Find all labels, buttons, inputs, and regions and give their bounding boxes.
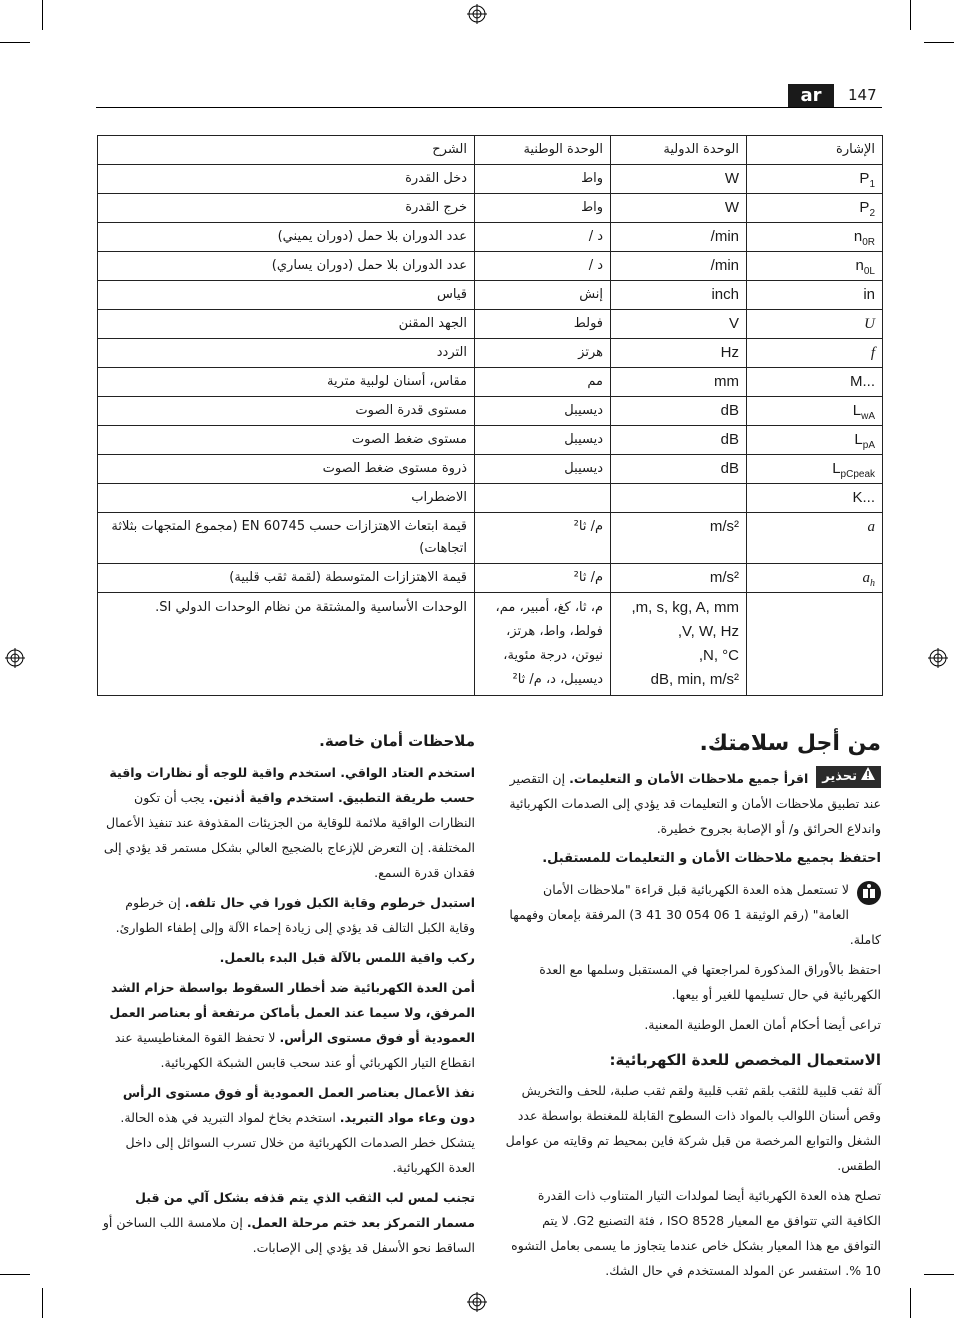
symbol-cell: [747, 513, 883, 564]
international-unit-cell: V: [611, 310, 747, 339]
symbol-cell: [747, 339, 883, 368]
symbol-subscript: h: [870, 578, 875, 589]
symbol-cell: [747, 426, 883, 455]
symbol-subscript: 2: [869, 208, 875, 219]
international-unit-cell: [611, 593, 747, 696]
symbol-subscript: pA: [862, 440, 875, 451]
safety-lead: استخدم العتاد الواقي. استخدم واقية للوجه أو نظارات واقية حسب طريقة التطبيق. استخدم واقية أذنين.: [109, 765, 475, 805]
description-cell: ذروة مستوى ضغط الصوت: [98, 455, 475, 484]
symbol-cell: [747, 564, 883, 593]
description-cell: عدد الدوران بلا حمل (دوران يميني): [98, 223, 475, 252]
symbol-subscript: 0R: [862, 237, 875, 248]
description-cell: قيمة ابتعاث الاهتزازات حسب EN 60745 (مجموع المتجهات بثلاثة اتجاهات): [98, 513, 475, 564]
symbol-text: L: [852, 402, 862, 419]
table-header-cell: الوحدة الوطنية: [475, 136, 611, 165]
table-row: [98, 165, 883, 194]
safety-text: يجب أن تكون النظارات الواقية ملائمة للوقاية من الجزيئات المقذوفة عند تنفيذ الأعمال المختلفة. إن التعرض للإزعاج بالضجيج العالي بشكل مستمر قد يؤدي إلى فقدان قدرة السمع.: [103, 790, 475, 880]
table-row: [98, 223, 883, 252]
table-row: [98, 455, 883, 484]
national-unit-cell: إنش: [475, 281, 611, 310]
international-unit-cell: m/s²: [611, 513, 747, 564]
symbol-text: M...: [850, 373, 875, 390]
crop-mark: [910, 0, 911, 30]
international-unit-cell: W: [611, 194, 747, 223]
crop-mark: [910, 1288, 911, 1318]
section-title: من أجل سلامتك.: [699, 731, 881, 756]
symbol-text: P: [859, 170, 870, 187]
safety-paragraph: [97, 760, 475, 885]
safety-paragraph: [97, 975, 475, 1075]
symbol-text: L: [832, 460, 841, 477]
crop-mark: [42, 0, 43, 30]
international-unit-cell: inch: [611, 281, 747, 310]
symbol-cell: [747, 310, 883, 339]
registration-mark-icon: [928, 648, 948, 668]
safety-lead: ركب واقية اللمس بالآلة قبل البدء بالعمل.: [219, 950, 475, 965]
symbol-subscript: wA: [861, 411, 875, 422]
international-unit-cell: W: [611, 165, 747, 194]
national-unit-cell: م/ ثا²: [475, 513, 611, 564]
crop-mark: [0, 42, 30, 43]
national-unit-cell: هرتز: [475, 339, 611, 368]
unit-line: dB, min, m/s²: [650, 671, 739, 688]
symbol-text: n: [855, 257, 864, 274]
national-unit-cell: ديسيبل: [475, 397, 611, 426]
safety-column: [503, 728, 881, 1288]
safety-text: لا تحفظ القوة المغناطيسية عند انقطاع التيار الكهربائي أو عند سحب قابس الشبكة الكهربائية.: [114, 1030, 475, 1070]
warning-triangle-icon: [861, 767, 875, 780]
section-title: ملاحظات أمان خاصة.: [319, 732, 475, 750]
national-unit-cell: واط: [475, 165, 611, 194]
symbol-cell: [747, 397, 883, 426]
description-cell: قياس: [98, 281, 475, 310]
crop-mark: [924, 1274, 954, 1275]
safety-paragraph: [97, 1185, 475, 1260]
symbol-text: P: [859, 199, 870, 216]
intended-use-heading: الاستعمال المخصص للعدة الكهربائية:: [609, 1051, 881, 1069]
international-unit-cell: mm: [611, 368, 747, 397]
international-unit-cell: [611, 484, 747, 513]
national-unit-cell: [475, 484, 611, 513]
description-cell: قيمة الاهتزازات المتوسطة (لقمة ثقب قلبية): [98, 564, 475, 593]
safety-paragraph: [97, 945, 475, 970]
description-cell: مستوى ضغط الصوت: [98, 426, 475, 455]
unit-line: م، ثا، كغ، أمبير، مم،: [495, 600, 603, 615]
table-header-cell: الوحدة الدولية: [611, 136, 747, 165]
national-unit-cell: ديسيبل: [475, 455, 611, 484]
symbol-cell: [747, 194, 883, 223]
table-row: [98, 310, 883, 339]
symbol-text: a: [867, 519, 875, 535]
warning-label: تحذير: [822, 769, 857, 784]
read-manual-icon: [857, 881, 881, 905]
safety-lead: نفذ الأعمال بعناصر العمل العمودية أو فوق مستوى الرأس دون وعاء مواد التبريد.: [122, 1085, 475, 1125]
description-cell: مستوى قدرة الصوت: [98, 397, 475, 426]
national-unit-cell: مم: [475, 368, 611, 397]
table-row: [98, 281, 883, 310]
table-row-si: [98, 593, 883, 696]
national-unit-cell: د /: [475, 223, 611, 252]
international-unit-cell: dB: [611, 426, 747, 455]
international-unit-cell: dB: [611, 455, 747, 484]
symbol-text: K...: [852, 489, 875, 506]
page-number: 147: [848, 86, 877, 104]
safety-paragraph: [97, 890, 475, 940]
manual-text: لا تستعمل هذه العدة الكهربائية قبل قراءة "ملاحظات الأمان العامة" (رقم الوثيقة 1 06 054 30 41 3) المرفقة بإمعان وفهمها كاملة.: [509, 882, 881, 947]
table-row: [98, 368, 883, 397]
keep-heading: احتفظ بجميع ملاحظات الأمان و التعليمات للمستقبل.: [542, 851, 881, 866]
unit-line: فولط، واط، هرتز،: [506, 624, 603, 639]
unit-line: ديسيبل، د، م/ ثا²: [512, 672, 603, 687]
symbol-cell: [747, 455, 883, 484]
crop-mark: [0, 1274, 30, 1275]
generator-text: تصلح هذه العدة الكهربائية أيضا لمولدات التيار المتناوب ذات القدرة الكافية التي تتوافق مع المعيار ISO 8528 ، فئة التصنيع G2. لا يتم التوافق مع هذا المعيار بشكل خاص عندما يتجاوز ما يسمى بعامل التشوه 10 %. استفسر عن المولد المستخدم في حال الشك.: [511, 1188, 881, 1278]
unit-line: N, °C,: [698, 647, 739, 664]
symbol-text: U: [864, 316, 875, 332]
description-cell: الاضطراب: [98, 484, 475, 513]
symbol-text: a: [862, 570, 870, 586]
international-unit-cell: dB: [611, 397, 747, 426]
international-unit-cell: m/s²: [611, 564, 747, 593]
table-header-row: [98, 136, 883, 165]
description-cell: عدد الدوران بلا حمل (دوران يساري): [98, 252, 475, 281]
special-safety-column: [97, 728, 475, 1265]
table-header-cell: الشرح: [98, 136, 475, 165]
safety-text: استخدم بخاخ لمواد التبريد في هذه الحالة. يتشكل خطر الصدمات الكهربائية من خلال تسرب السوائل إلى داخل العدة الكهربائية.: [120, 1110, 475, 1175]
national-unit-cell: فولط: [475, 310, 611, 339]
safety-text: إن خرطوم وقاية الكبل التالف قد يؤدي إلى زيادة إحماء الآلة وإلى إطفاء الطوارئ.: [115, 895, 475, 935]
safety-lead: أمن العدة الكهربائية ضد أخطار السقوط بواسطة حزام الشد المرفق، ولا سيما عند العمل بأماكن مرتفعة أو بعناصر العمل العمودية أو فوق مستوى الرأس.: [109, 980, 475, 1045]
table-row: [98, 194, 883, 223]
warning-badge: [816, 766, 881, 788]
symbol-subscript: 1: [869, 179, 875, 190]
safety-paragraph: [97, 1080, 475, 1180]
table-row: [98, 484, 883, 513]
unit-line: m, s, kg, A, mm,: [631, 599, 739, 616]
table-row: [98, 252, 883, 281]
crop-mark: [924, 42, 954, 43]
safety-lead: استبدل خرطوم وقاية الكبل فورا في حال تلفه.: [184, 895, 475, 910]
symbol-cell: [747, 281, 883, 310]
international-unit-cell: Hz: [611, 339, 747, 368]
warning-paragraph: [503, 766, 881, 841]
unit-line: نيوتن، درجة مئوية،: [503, 648, 603, 663]
registration-mark-icon: [467, 1292, 487, 1312]
intended-use-text: آلة ثقب قلبية للثقب بلقم ثقب قلبية ولقم ثقب صلبة، للحف والتخريش وقص أسنان اللوالب بالمواد ذات السطوح القابلة للمغنطة بواسطة عدد الشغل والتوابع المرخصة من قبل شركة فاين بمحيط تم وقايته من عوامل الطقس.: [505, 1083, 881, 1173]
regulations-text: تراعى أيضا أحكام أمان العمل الوطنية المعنية.: [644, 1017, 881, 1032]
unit-line: V, W, Hz,: [677, 623, 739, 640]
symbol-text: f: [870, 345, 875, 361]
symbol-text: L: [854, 431, 863, 448]
description-cell: الجهد المقنن: [98, 310, 475, 339]
national-unit-cell: م/ ثا²: [475, 564, 611, 593]
warning-lead: اقرأ جميع ملاحظات الأمان و التعليمات.: [569, 771, 809, 786]
description-cell: دخل القدرة: [98, 165, 475, 194]
crop-mark: [42, 1288, 43, 1318]
description-cell: خرج القدرة: [98, 194, 475, 223]
description-cell: مقاس، أسنان لولبية مترية: [98, 368, 475, 397]
symbol-cell: [747, 593, 883, 696]
table-row: [98, 513, 883, 564]
national-unit-cell: واط: [475, 194, 611, 223]
national-unit-cell: د /: [475, 252, 611, 281]
table-header-cell: الإشارة: [747, 136, 883, 165]
description-cell: الوحدات الأساسية والمشتقة من نظام الوحدات الدولي SI.: [98, 593, 475, 696]
warning-text: إن التقصير عند تطبيق ملاحظات الأمان و التعليمات قد يؤدي إلى الصدمات الكهربائية واندلاع الحرائق و/ أو الإصابة بجروح خطيرة.: [509, 771, 881, 836]
table-row: [98, 397, 883, 426]
registration-mark-icon: [5, 648, 25, 668]
symbol-cell: [747, 484, 883, 513]
symbol-text: in: [863, 286, 875, 303]
description-cell: التردد: [98, 339, 475, 368]
header-rule: [96, 107, 882, 108]
symbol-cell: [747, 368, 883, 397]
registration-mark-icon: [467, 4, 487, 24]
table-row: [98, 564, 883, 593]
national-unit-cell: ديسيبل: [475, 426, 611, 455]
keep-text: احتفظ بالأوراق المذكورة لمراجعتها في المستقبل وسلمها مع العدة الكهربائية في حال تسليمها للغير أو بيعها.: [539, 962, 881, 1002]
safety-lead: تجنب لمس لب الثقب الذي يتم قذفه بشكل آلي من قبل مسمار التمركز بعد ختم مرحلة العمل.: [135, 1190, 475, 1230]
language-badge: ar: [788, 84, 834, 107]
symbol-cell: [747, 165, 883, 194]
symbol-subscript: pCpeak: [840, 469, 875, 480]
international-unit-cell: /min: [611, 223, 747, 252]
safety-text: إن ملامسة اللب الساخن أو الساقط نحو الأسفل قد يؤدي إلى الإصابات.: [102, 1215, 475, 1255]
international-unit-cell: /min: [611, 252, 747, 281]
symbol-cell: [747, 252, 883, 281]
symbols-table: [97, 135, 883, 696]
symbol-text: n: [853, 228, 863, 245]
table-row: [98, 426, 883, 455]
symbol-subscript: 0L: [863, 266, 875, 277]
national-unit-cell: [475, 593, 611, 696]
symbol-cell: [747, 223, 883, 252]
table-row: [98, 339, 883, 368]
manual-paragraph: [503, 877, 881, 952]
